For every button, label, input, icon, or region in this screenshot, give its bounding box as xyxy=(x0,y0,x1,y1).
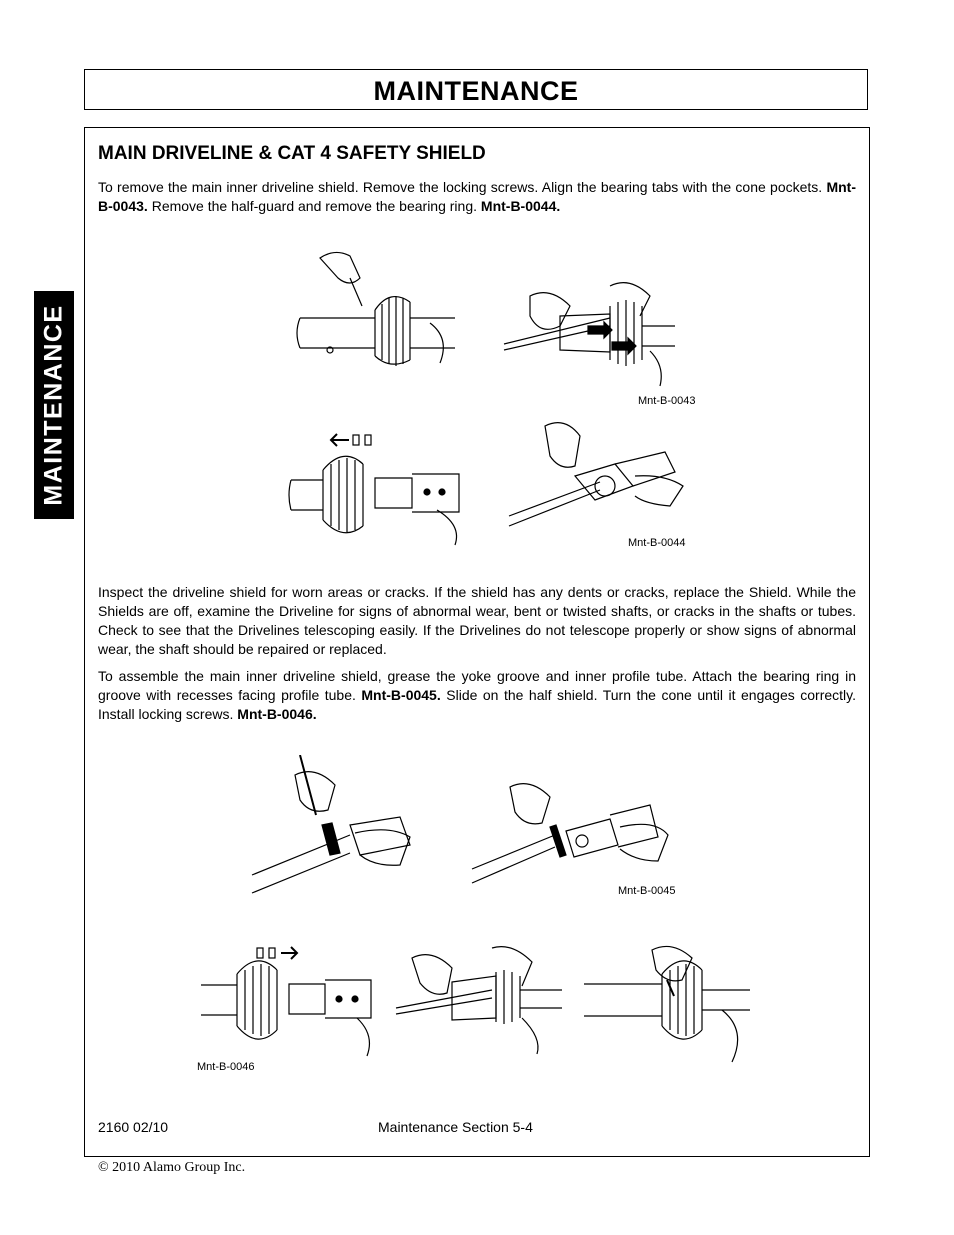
section-title: MAIN DRIVELINE & CAT 4 SAFETY SHIELD xyxy=(98,143,486,164)
figure-remove-bearing-ring xyxy=(505,416,685,536)
figure-align-tabs xyxy=(500,256,680,388)
paragraph-remove: To remove the main inner driveline shield. Remove the locking screws. Align the bearing tabs with the cone pockets. Mnt-B-0043. Remove the half-guard and remove the bearing ring. Mnt-B-0044. xyxy=(98,179,856,214)
figure-turn-cone xyxy=(392,938,567,1056)
paragraph-inspect: Inspect the driveline shield for worn areas or cracks. If the shield has any dents or cracks, replace the Shield. While the Shields are off, examine the Driveline for signs of abnormal wear, bent or twisted shafts, or cracks in the shafts or tubes. Check to see that the Drivelines telescoping easily. If the Drivelines do not telescope properly or show signs of abnormal wear, the shaft should be repaired or replaced. xyxy=(98,584,856,657)
figure-grease-yoke xyxy=(250,755,435,897)
footer-model-date: 2160 02/10 xyxy=(98,1119,169,1135)
figure-shield-screws xyxy=(290,248,468,368)
caption-fig4: Mnt-B-0046 xyxy=(197,1061,255,1073)
figure-remove-halfguard xyxy=(287,430,465,548)
caption-fig3: Mnt-B-0045 xyxy=(618,885,676,897)
copyright: © 2010 Alamo Group Inc. xyxy=(98,1160,246,1175)
header-box xyxy=(84,69,868,110)
figure-slide-half-shield xyxy=(197,940,375,1058)
side-tab-label: MAINTENANCE xyxy=(39,304,68,506)
paragraph-assemble: To assemble the main inner driveline shield, grease the yoke groove and inner profile tube. Attach the bearing ring in groove with recesses facing profile tube. Mnt-B-0045. Slide on the half shield. Turn the cone until it engages correctly. Install locking screws. Mnt-B-0046. xyxy=(98,668,856,722)
footer-section-page: Maintenance Section 5-4 xyxy=(378,1119,533,1135)
figure-attach-bearing-ring xyxy=(470,757,670,887)
caption-fig1: Mnt-B-0043 xyxy=(638,395,696,407)
side-tab xyxy=(34,291,74,519)
page-title: MAINTENANCE xyxy=(373,76,579,106)
caption-fig2: Mnt-B-0044 xyxy=(628,537,686,549)
figure-install-locking-screws xyxy=(582,940,757,1065)
